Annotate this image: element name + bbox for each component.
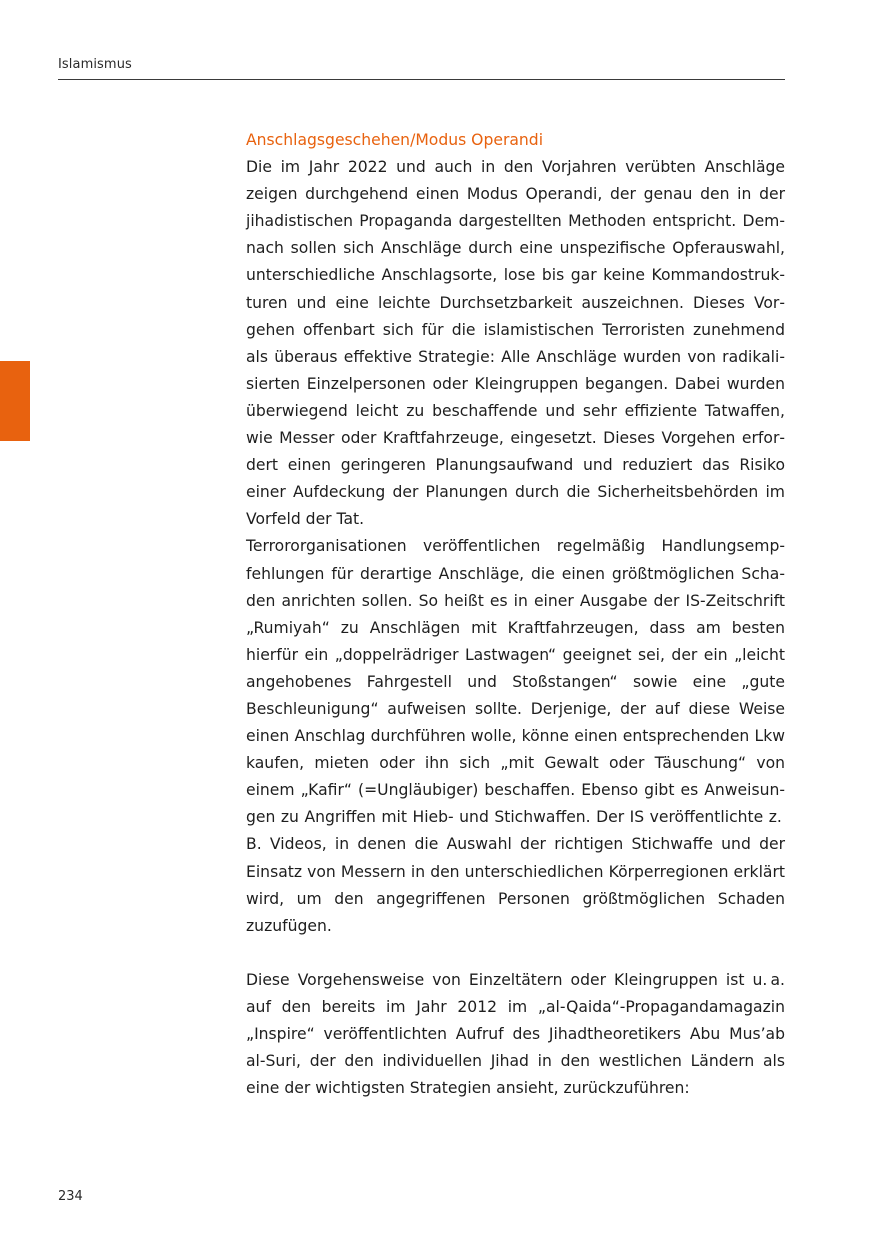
section-title: Anschlagsgeschehen/Modus Operandi bbox=[246, 131, 544, 149]
paragraph-handlungsempfehlungen: Terrororganisationen veröffentlichen regelmäßig Handlungsempfehlungen für derartige Anschläge, die einen größtmöglichen Schaden anrichten sollen. So heißt es in einer Ausgabe der IS-Zeitschrift „Rumiyah“ zu Anschlägen mit Kraftfahrzeugen, dass am besten hierfür ein „doppelrädriger Lastwagen“ geeignet sei, der ein „leicht angehobenes Fahrgestell und Stoßstangen“ sowie eine „gute Beschleunigung“ aufweisen sollte. Derjenige, der auf diese Weise einen Anschlag durchführen wolle, könne einen entsprechenden Lkw kaufen, mieten oder ihn sich „mit Gewalt oder Täuschung“ von einem „Kafir“ (=Ungläubiger) beschaffen. Ebenso gibt es Anweisungen zu Angriffen mit Hieb- und Stichwaffen. Der IS veröffentlichte z. B. Videos, in denen die Auswahl der richtigen Stichwaffe und der Einsatz von Messern in den unterschiedlichen Körperregionen erklärt wird, um den angegriffenen Personen größtmöglichen Schaden zuzufügen. bbox=[246, 537, 785, 935]
main-text-column bbox=[246, 127, 785, 1102]
header-rule bbox=[58, 79, 785, 80]
page-number: 234 bbox=[58, 1189, 83, 1204]
paragraph-modus-operandi: Die im Jahr 2022 und auch in den Vorjahren verübten Anschläge zeigen durchgehend einen Modus Operandi, der genau den in der jihadistischen Propaganda dargestellten Methoden entspricht. Demnach sollen sich Anschläge durch eine unspezifische Opferauswahl, unterschiedliche Anschlagsorte, lose bis gar keine Kommandostrukturen und eine leichte Durchsetzbarkeit auszeichnen. Dieses Vorgehen offenbart sich für die islamistischen Terroristen zunehmend als überaus effektive Strategie: Alle Anschläge wurden von radikalisierten Einzelpersonen oder Kleingruppen begangen. Dabei wurden überwiegend leicht zu beschaffende und sehr effiziente Tatwaffen, wie Messer oder Kraftfahrzeuge, eingesetzt. Dieses Vorgehen erfordert einen geringeren Planungsaufwand und reduziert das Risiko einer Aufdeckung der Planungen durch die Sicherheitsbehörden im Vorfeld der Tat. bbox=[246, 158, 785, 529]
paragraph-vorgehensweise: Diese Vorgehensweise von Einzeltätern oder Kleingruppen ist u. a. auf den bereits im Jahr 2012 im „al-Qaida“-Propagandamagazin „Inspire“ veröffentlichten Aufruf des Jihadtheoretikers Abu Mus’ab al-Suri, der den individuellen Jihad in den westlichen Ländern als eine der wichtigsten Strategien ansieht, zurückzuführen: bbox=[246, 970, 785, 1098]
running-header: Islamismus bbox=[58, 57, 132, 72]
chapter-tab-marker bbox=[0, 361, 30, 441]
